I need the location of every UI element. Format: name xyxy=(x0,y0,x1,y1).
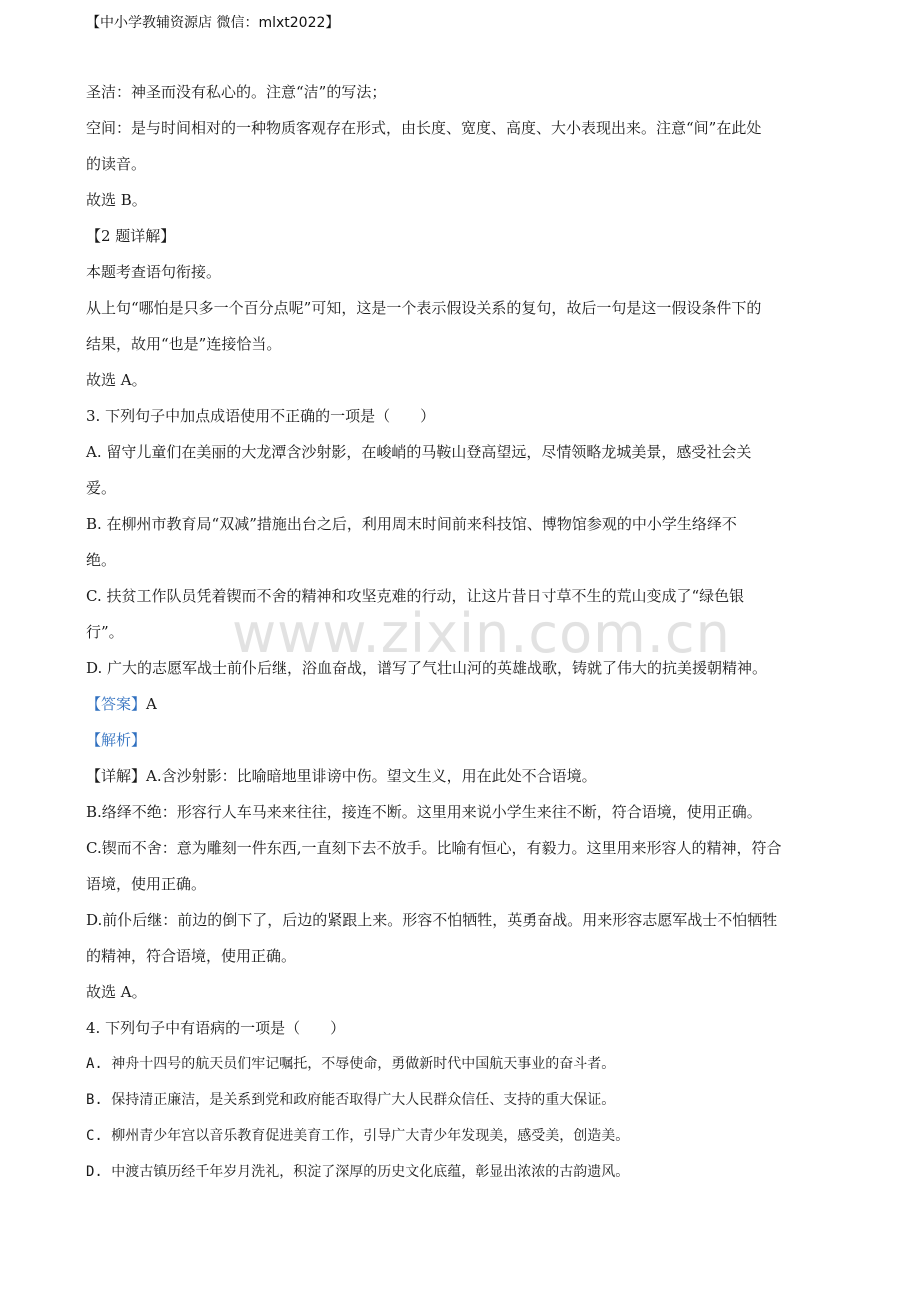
text-line: 4. 下列句子中有语病的一项是（ ） xyxy=(86,1019,346,1037)
text-line: 从上句“哪怕是只多一个百分点呢”可知，这是一个表示假设关系的复句，故后一句是这一假设条件下的 xyxy=(86,299,762,317)
text-line: A. 神舟十四号的航天员们牢记嘱托，不辱使命，勇做新时代中国航天事业的奋斗者。 xyxy=(86,1056,616,1072)
text-line: 的精神，符合语境，使用正确。 xyxy=(86,947,297,965)
text-line: 3. 下列句子中加点成语使用不正确的一项是（ ） xyxy=(86,407,436,425)
text-line: 绝。 xyxy=(86,551,117,569)
text-line xyxy=(86,686,836,722)
text-line: 的读音。 xyxy=(86,155,147,173)
text-line: B. 保持清正廉洁，是关系到党和政府能否取得广大人民群众信任、支持的重大保证。 xyxy=(86,1092,616,1108)
page-header: 【中小学教辅资源店 微信：mlxt2022】 xyxy=(86,15,340,31)
text-line: 圣洁：神圣而没有私心的。注意“洁”的写法； xyxy=(86,83,387,101)
text-line: D.前仆后继：前边的倒下了，后边的紧跟上来。形容不怕牺牲，英勇奋战。用来形容志愿军战士不怕牺牲 xyxy=(86,911,778,929)
text-line: 故选 B。 xyxy=(86,191,147,209)
text-line: 爱。 xyxy=(86,479,117,497)
text-line: 结果，故用“也是”连接恰当。 xyxy=(86,335,282,353)
text-line: D. 广大的志愿军战士前仆后继，浴血奋战，谱写了气壮山河的英雄战歌，铸就了伟大的抗美援朝精神。 xyxy=(86,659,768,677)
document-body xyxy=(86,74,836,1190)
text-line: 行”。 xyxy=(86,623,124,641)
text-line: 【详解】A.含沙射影：比喻暗地里诽谤中伤。望文生义，用在此处不合语境。 xyxy=(86,767,597,785)
text-line: 故选 A。 xyxy=(86,371,147,389)
text-line: 空间：是与时间相对的一种物质客观存在形式，由长度、宽度、高度、大小表现出来。注意“间”在此处 xyxy=(86,119,762,137)
text-line: 语境，使用正确。 xyxy=(86,875,207,893)
text-line: B. 在柳州市教育局“双减”措施出台之后，利用周末时间前来科技馆、博物馆参观的中小学生络绎不 xyxy=(86,515,737,533)
text-line: D. 中渡古镇历经千年岁月洗礼，积淀了深厚的历史文化底蕴，彰显出浓浓的古韵遗风。 xyxy=(86,1164,630,1180)
text-line: C. 柳州青少年宫以音乐教育促进美育工作，引导广大青少年发现美，感受美，创造美。 xyxy=(86,1128,630,1144)
text-line: 本题考查语句衔接。 xyxy=(86,263,222,281)
text-line: A. 留守儿童们在美丽的大龙潭含沙射影，在峻峭的马鞍山登高望远，尽情领略龙城美景，感受社会关 xyxy=(86,443,752,461)
text-line: C.锲而不舍：意为雕刻一件东西,一直刻下去不放手。比喻有恒心，有毅力。这里用来形容人的精神，符合 xyxy=(86,839,782,857)
text-line: B.络绎不绝：形容行人车马来来往往，接连不断。这里用来说小学生来往不断，符合语境，使用正确。 xyxy=(86,803,762,821)
text-line: 【2 题详解】 xyxy=(86,227,176,245)
watermark: www.zixin.com.cn xyxy=(232,602,731,665)
text-line: C. 扶贫工作队员凭着锲而不舍的精神和攻坚克难的行动，让这片昔日寸草不生的荒山变成了“绿色银 xyxy=(86,587,745,605)
text-line: 【解析】 xyxy=(86,731,147,749)
answer-label: 【答案】 xyxy=(86,695,147,713)
answer-value: A xyxy=(146,695,157,713)
text-line: 故选 A。 xyxy=(86,983,147,1001)
